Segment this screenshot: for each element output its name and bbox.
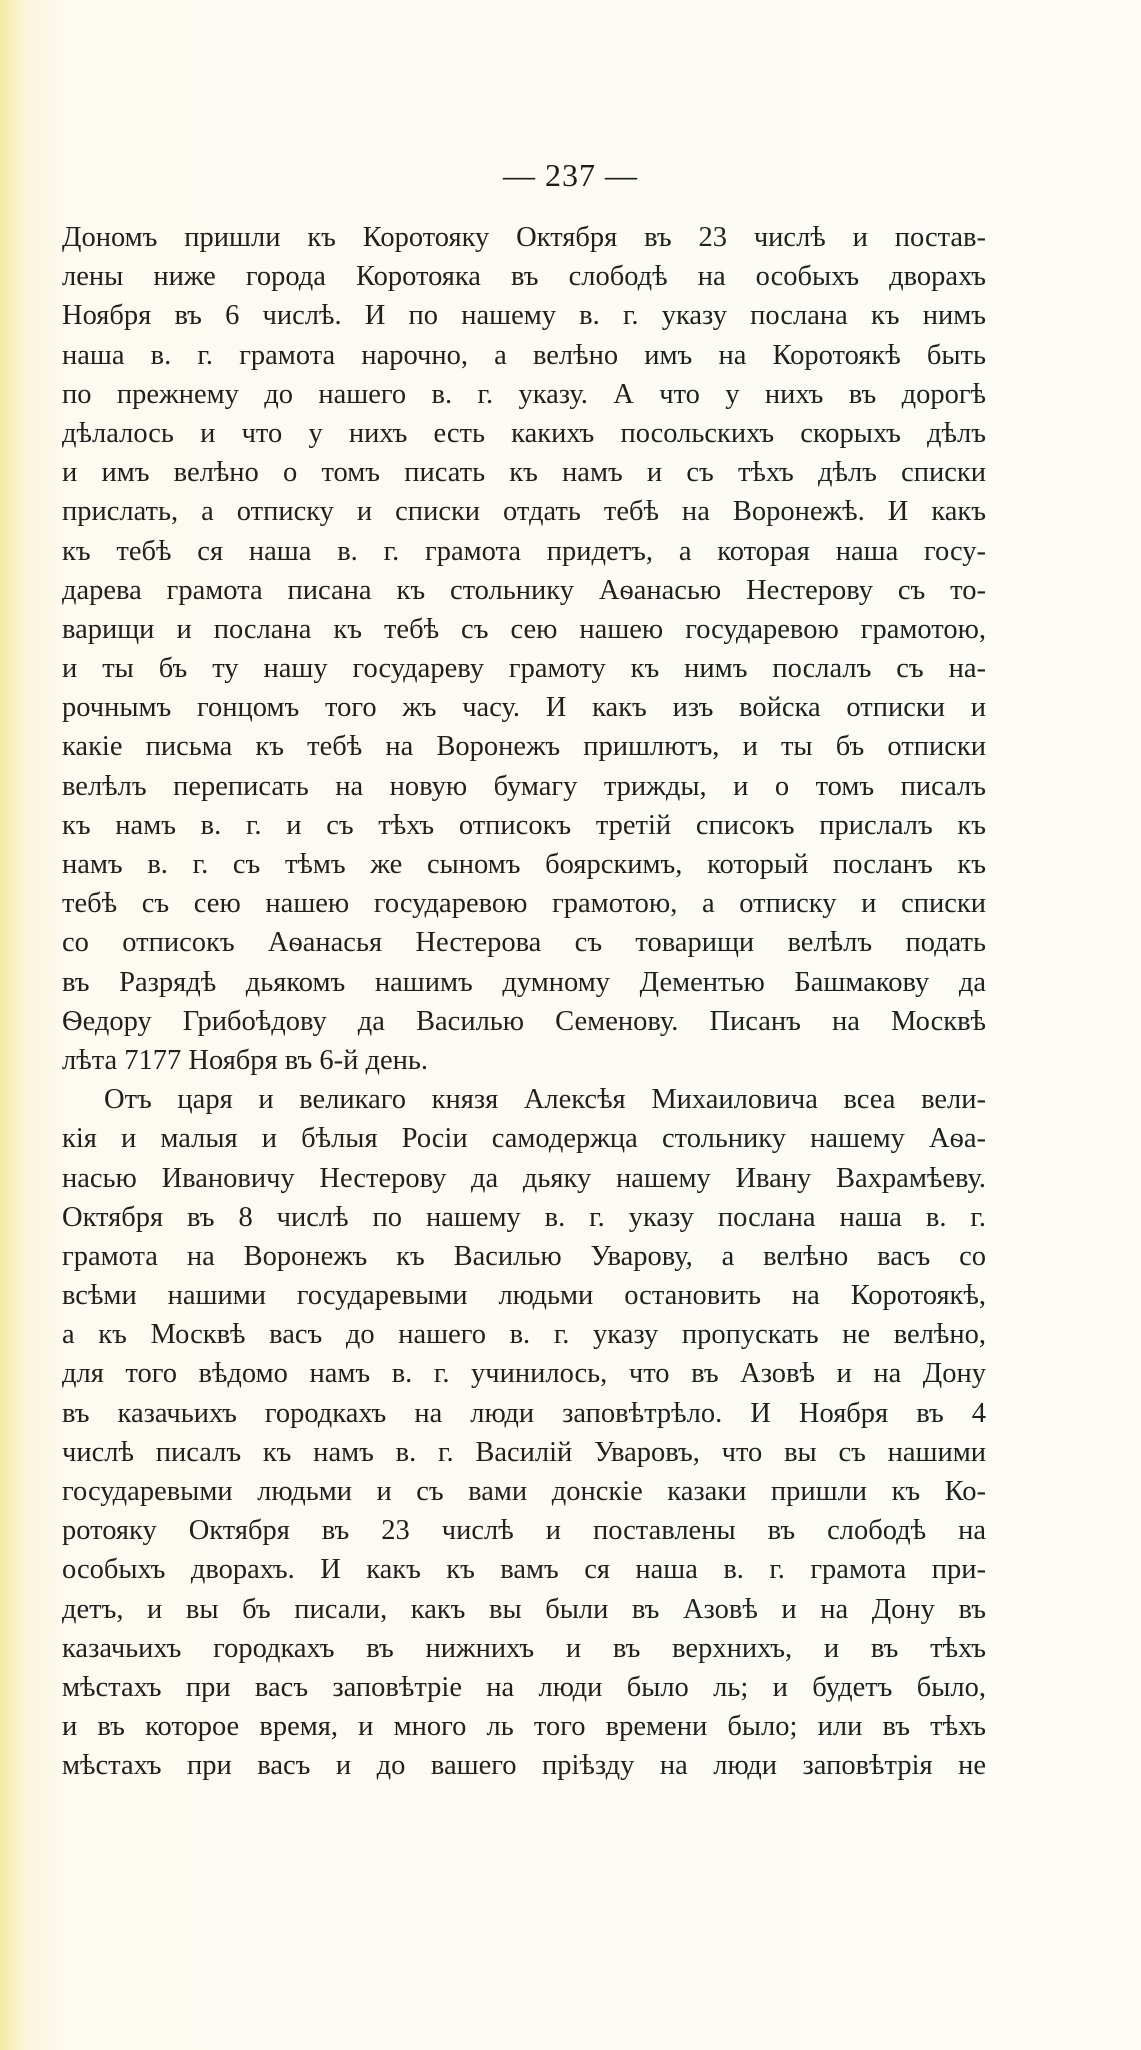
text-line: насью Ивановичу Нестерову да дьяку нашему Ивану Вахрамѣеву.: [62, 1162, 986, 1194]
paragraph-2: [62, 1080, 986, 1785]
text-line: Октября въ 8 числѣ по нашему в. г. указу послана наша в. г.: [62, 1201, 986, 1233]
text-line: казачьихъ городкахъ въ нижнихъ и въ верхнихъ, и въ тѣхъ: [62, 1632, 986, 1664]
text-line: мѣстахъ при васъ и до вашего пріѣзду на люди заповѣтрія не: [62, 1750, 986, 1782]
text-line: детъ, и вы бъ писали, какъ вы были въ Азовѣ и на Дону въ: [62, 1593, 986, 1625]
text-line: грамота на Воронежъ къ Василью Уварову, а велѣно васъ со: [62, 1240, 986, 1272]
text-line: Ноября въ 6 числѣ. И по нашему в. г. указу послана къ нимъ: [62, 300, 986, 332]
text-line: рочнымъ гонцомъ того жъ часу. И какъ изъ войска отписки и: [62, 692, 986, 724]
text-line: варищи и послана къ тебѣ съ сею нашею государевою грамотою,: [62, 613, 986, 645]
text-line: дарева грамота писана къ стольнику Аѳанасью Нестерову съ то-: [62, 574, 986, 606]
text-line: кія и малыя и бѣлыя Росіи самодержца стольнику нашему Аѳа-: [62, 1123, 986, 1155]
text-line: прислать, а отписку и списки отдать тебѣ на Воронежѣ. И какъ: [62, 496, 986, 528]
text-line: Ѳедору Грибоѣдову да Василью Семенову. Писанъ на Москвѣ: [62, 1005, 986, 1037]
text-line: мѣстахъ при васъ заповѣтріе на люди было ль; и будетъ было,: [62, 1671, 986, 1703]
text-line: со отписокъ Аѳанасья Нестерова съ товарищи велѣлъ подать: [62, 927, 986, 959]
text-line: по прежнему до нашего в. г. указу. А что у нихъ въ дорогѣ: [62, 378, 986, 410]
text-line: наша в. г. грамота нарочно, а велѣно имъ на Коротоякѣ быть: [62, 339, 986, 371]
text-line: ротояку Октября въ 23 числѣ и поставлены въ слободѣ на: [62, 1515, 986, 1547]
text-line: къ тебѣ ся наша в. г. грамота придетъ, а которая наша госу-: [62, 535, 986, 567]
text-line: всѣми нашими государевыми людьми остановить на Коротоякѣ,: [62, 1280, 986, 1312]
text-line: дѣлалось и что у нихъ есть какихъ посольскихъ скорыхъ дѣлъ: [62, 417, 986, 449]
text-line: и ты бъ ту нашу государеву грамоту къ нимъ послалъ съ на-: [62, 653, 986, 685]
text-line: какіе письма къ тебѣ на Воронежъ пришлютъ, и ты бъ отписки: [62, 731, 986, 763]
spine-shadow: [0, 0, 24, 2050]
paragraph-1: [62, 218, 986, 1080]
text-line: государевыми людьми и съ вами донскіе казаки пришли къ Ко-: [62, 1476, 986, 1507]
text-body: [62, 218, 986, 1786]
text-line: тебѣ съ сею нашею государевою грамотою, а отписку и списки: [62, 888, 986, 920]
text-line: числѣ писалъ къ намъ в. г. Василій Уваровъ, что вы съ нашими: [62, 1436, 986, 1468]
page-number: — 237 —: [503, 157, 638, 193]
text-line: въ Разрядѣ дьякомъ нашимъ думному Дементью Башмакову да: [62, 966, 986, 998]
text-line: велѣлъ переписать на новую бумагу трижды, и о томъ писалъ: [62, 770, 986, 802]
text-line: особыхъ дворахъ. И какъ къ вамъ ся наша в. г. грамота при-: [62, 1554, 986, 1586]
text-line: Отъ царя и великаго князя Алексѣя Михаиловича всеа вели-: [104, 1084, 986, 1116]
text-line: намъ в. г. съ тѣмъ же сыномъ боярскимъ, который посланъ къ: [62, 849, 986, 880]
text-line: и въ которое время, и много ль того времени было; или въ тѣхъ: [62, 1711, 986, 1743]
text-line: для того вѣдомо намъ в. г. учинилось, что въ Азовѣ и на Дону: [62, 1358, 986, 1390]
text-line: лѣта 7177 Ноября въ 6-й день.: [62, 1044, 429, 1076]
text-line: Дономъ пришли къ Коротояку Октября въ 23 числѣ и постав-: [62, 222, 986, 253]
text-line: лены ниже города Коротояка въ слободѣ на особыхъ дворахъ: [62, 261, 986, 293]
text-line: въ казачьихъ городкахъ на люди заповѣтрѣло. И Ноября въ 4: [62, 1397, 986, 1429]
text-line: къ намъ в. г. и съ тѣхъ отписокъ третій списокъ прислалъ къ: [62, 809, 986, 841]
text-line: а къ Москвѣ васъ до нашего в. г. указу пропускать не велѣно,: [62, 1319, 986, 1351]
text-line: и имъ велѣно о томъ писать къ намъ и съ тѣхъ дѣлъ списки: [62, 457, 986, 489]
